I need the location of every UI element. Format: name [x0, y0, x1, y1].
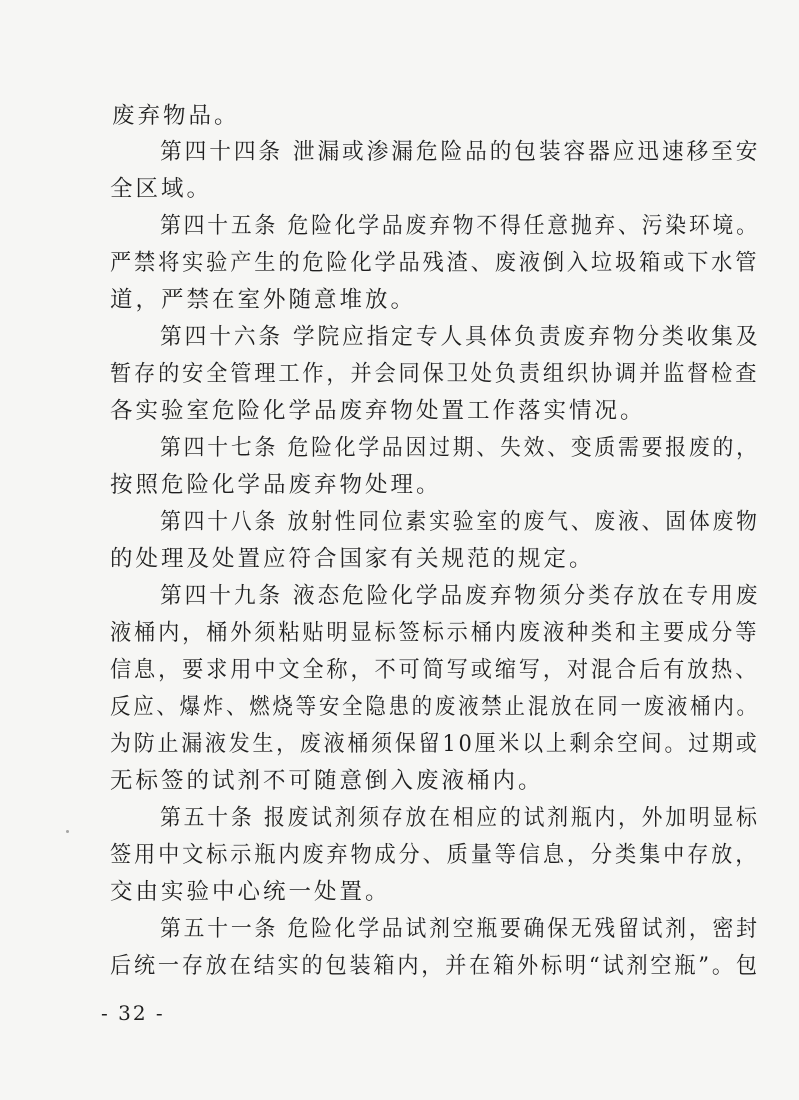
article-49-line-6: 无标签的试剂不可随意倒入废液桶内。 [110, 768, 544, 794]
article-47-line-2: 按照危险化学品废弃物处理。 [110, 472, 442, 498]
article-51-line-1: 第五十一条 危险化学品试剂空瓶要确保无残留试剂，密封 [160, 916, 760, 942]
article-44-line-1: 第四十四条 泄漏或渗漏危险品的包装容器应迅速移至安 [160, 139, 761, 165]
page-number: - 32 - [101, 1001, 165, 1025]
article-46-line-2: 暂存的安全管理工作，并会同保卫处负责组织协调并监督检查 [110, 361, 760, 387]
article-49-line-5: 为防止漏液发生，废液桶须保留10厘米以上剩余空间。过期或 [110, 731, 760, 757]
scan-speck [66, 830, 69, 833]
article-47-line-1: 第四十七条 危险化学品因过期、失效、变质需要报废的， [160, 435, 760, 461]
article-49-line-3: 信息，要求用中文全称，不可简写或缩写，对混合后有放热、 [110, 657, 760, 683]
article-45-line-2: 严禁将实验产生的危险化学品残渣、废液倒入垃圾箱或下水管 [110, 250, 760, 276]
article-50-line-1: 第五十条 报废试剂须存放在相应的试剂瓶内，外加明显标 [160, 805, 760, 831]
article-49-line-2: 液桶内，桶外须粘贴明显标签标示桶内废液种类和主要成分等 [110, 620, 760, 646]
text-line: 废弃物品。 [112, 103, 240, 129]
article-50-line-2: 签用中文标示瓶内废弃物成分、质量等信息，分类集中存放， [110, 842, 760, 868]
article-48-line-2: 的处理及处置应符合国家有关规范的规定。 [110, 546, 595, 572]
article-49-line-4: 反应、爆炸、燃烧等安全隐患的废液禁止混放在同一废液桶内。 [110, 694, 760, 720]
article-46-line-3: 各实验室危险化学品废弃物处置工作落实情况。 [110, 398, 646, 424]
article-45-line-3: 道，严禁在室外随意堆放。 [110, 287, 417, 313]
article-48-line-1: 第四十八条 放射性同位素实验室的废气、废液、固体废物 [160, 509, 760, 535]
article-46-line-1: 第四十六条 学院应指定专人具体负责废弃物分类收集及 [160, 324, 761, 350]
article-51-line-2: 后统一存放在结实的包装箱内，并在箱外标明“试剂空瓶”。包 [110, 953, 760, 979]
article-44-line-2: 全区域。 [110, 176, 213, 202]
article-49-line-1: 第四十九条 液态危险化学品废弃物须分类存放在专用废 [160, 583, 761, 609]
article-45-line-1: 第四十五条 危险化学品废弃物不得任意抛弃、污染环境。 [160, 213, 760, 239]
article-50-line-3: 交由实验中心统一处置。 [110, 879, 391, 905]
